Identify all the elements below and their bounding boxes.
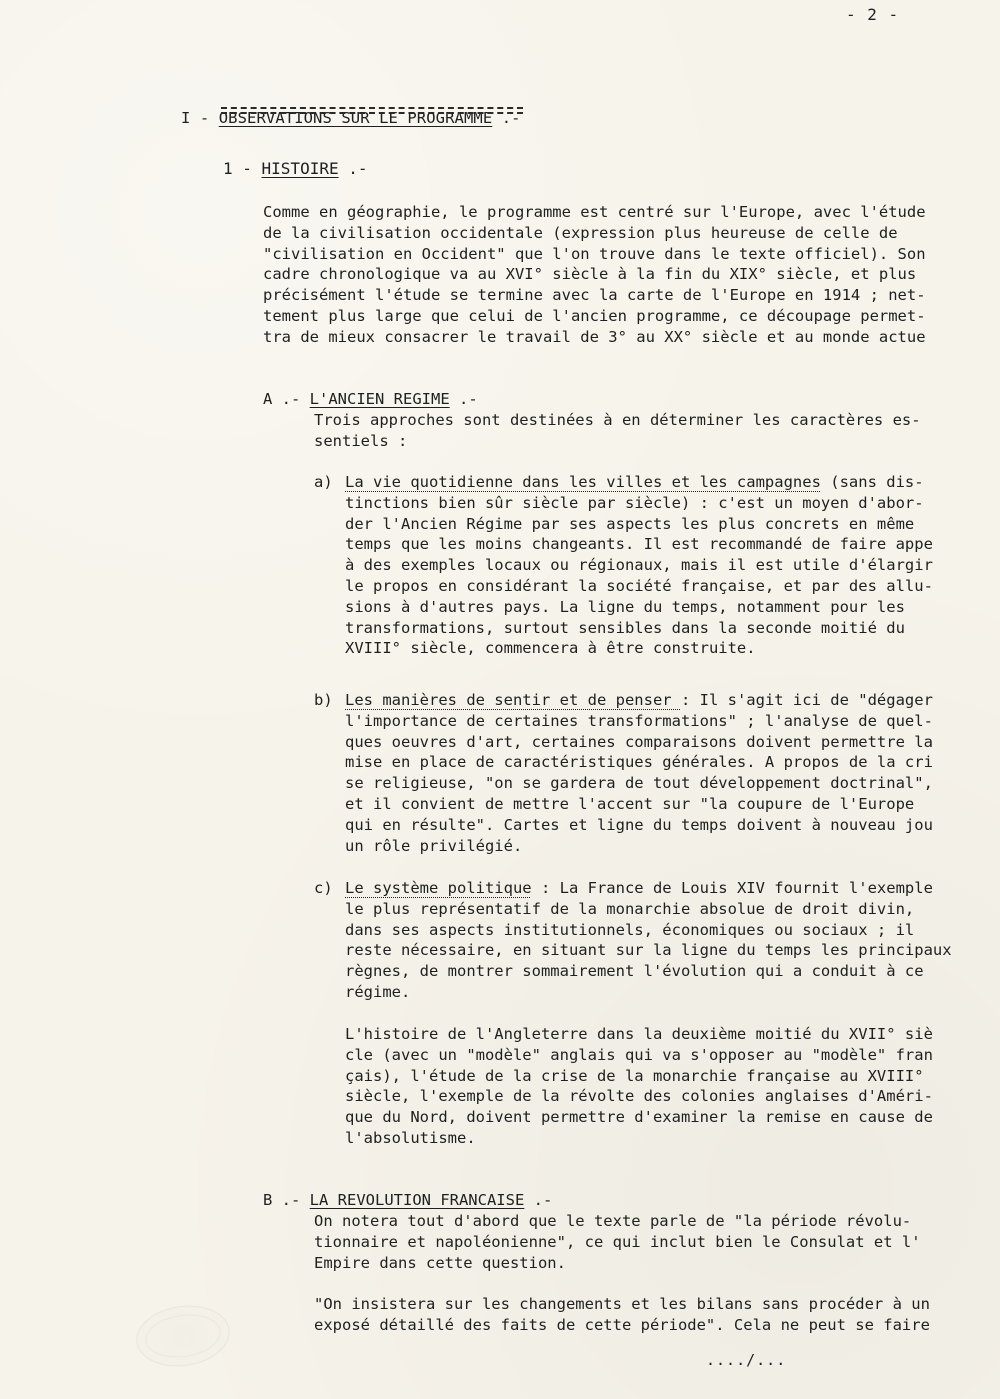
section-heading-underline	[221, 107, 523, 114]
item-c-paragraph	[345, 878, 1000, 1003]
item-c-body: : La France de Louis XIV fournit l'exemple le plus représentatif de la monarchie absolue de droit divin, dans ses aspects institutionnels, économiques ou sociaux ; il reste nécessaire, en situant sur la ligne du temps les principaux règnes, de montrer sommairement l'évolution qui a conduit à ce régime.	[345, 879, 952, 1001]
part-b-heading-title: LA REVOLUTION FRANCAISE	[309, 1190, 525, 1209]
subsection-heading-title: HISTOIRE	[261, 158, 339, 178]
part-a-heading-title: L'ANCIEN REGIME	[309, 389, 450, 408]
section-heading-suffix: .-	[492, 108, 521, 127]
subsection-heading-suffix: .-	[338, 158, 368, 178]
faint-stamp	[132, 1300, 233, 1372]
item-a-title: La vie quotidienne dans les villes et les campagnes	[345, 473, 821, 491]
subsection-heading-prefix: 1 -	[223, 158, 262, 178]
continuation-marker: ..../...	[706, 1351, 787, 1369]
approaches-paragraph: Trois approches sont destinées à en déterminer les caractères es- sentiels :	[314, 411, 921, 450]
item-b-label: b)	[314, 691, 333, 709]
part-b-heading-suffix: .-	[524, 1190, 553, 1209]
part-b-heading	[263, 1169, 552, 1211]
quote-paragraph: "On insistera sur les changements et les bilans sans procéder à un exposé détaillé des faits de cette période". Cela ne peut se faire	[314, 1295, 930, 1334]
item-a-paragraph	[345, 472, 1000, 659]
item-b-body: : Il s'agit ici de "dégager l'importance de certaines transformations" ; l'analyse de quel- ques oeuvres d'art, certaines comparaisons doivent permettre la mise en place de caractéristiques générales. A propos de la cri se religieuse, "on se gardera de tout développement doctrinal", et il convient de mettre l'accent sur "la coupure de l'Europe qui en résulte". Cartes et ligne du temps doivent à nouveau jou un rôle privilégié.	[345, 691, 933, 855]
part-a-heading	[263, 368, 478, 410]
item-a-label: a)	[314, 473, 333, 491]
item-a-body: (sans dis- tinctions bien sûr siècle par siècle) : c'est un moyen d'abor- der l'Ancien Régime par ses aspects les plus concrets en même temps que les moins changeants. Il est recommandé de faire appe à des exemples locaux ou régionaux, mais il est utile d'élargir le propos en considérant la société française, et par des allu- sions à d'autres pays. La ligne du temps, notamment pour les transformations, surtout sensibles dans la seconde moitié du XVIII° siècle, commencera à être construite.	[345, 473, 933, 658]
part-a-heading-suffix: .-	[449, 389, 478, 408]
item-b-title: Les manières de sentir et de penser	[345, 691, 681, 709]
england-paragraph: L'histoire de l'Angleterre dans la deuxième moitié du XVII° siè cle (avec un "modèle" anglais qui va s'opposer au "modèle" fran çais), l'étude de la crise de la monarchie française au XVIII° siècle, l'exemple de la révolte des colonies anglaises d'Améri- que du Nord, doivent permettre d'examiner la remise en cause de l'absolutisme.	[345, 1025, 933, 1147]
section-heading-title: OBSERVATIONS SUR LE PROGRAMME	[218, 108, 493, 127]
intro-paragraph: Comme en géographie, le programme est centré sur l'Europe, avec l'étude de la civilisation occidentale (expression plus heureuse de celle de "civilisation en Occident" que l'on trouve dans le texte officiel). Son cadre chronologique va au XVI° siècle à la fin du XIX° siècle, et plus précisément l'étude se termine avec la carte de l'Europe en 1914 ; net- tement plus large que celui de l'ancien programme, ce découpage permet- tra de mieux consacrer le travail de 3° au XX° siècle et au monde actue	[263, 203, 926, 346]
part-a-heading-prefix: A .-	[263, 389, 310, 408]
revolution-paragraph: On notera tout d'abord que le texte parle de "la période révolu- tionnaire et napoléonienne", ce qui inclut bien le Consulat et l' Empire dans cette question.	[314, 1212, 921, 1272]
faint-stamp-inner-ring	[142, 1310, 223, 1362]
item-c-label: c)	[314, 879, 333, 897]
item-c-title: Le système politique	[345, 879, 532, 897]
item-b-paragraph	[345, 690, 1000, 856]
subsection-heading	[223, 138, 368, 180]
page-number: - 2 -	[846, 5, 900, 24]
part-b-heading-prefix: B .-	[263, 1190, 310, 1209]
section-heading-prefix: I -	[181, 108, 219, 127]
